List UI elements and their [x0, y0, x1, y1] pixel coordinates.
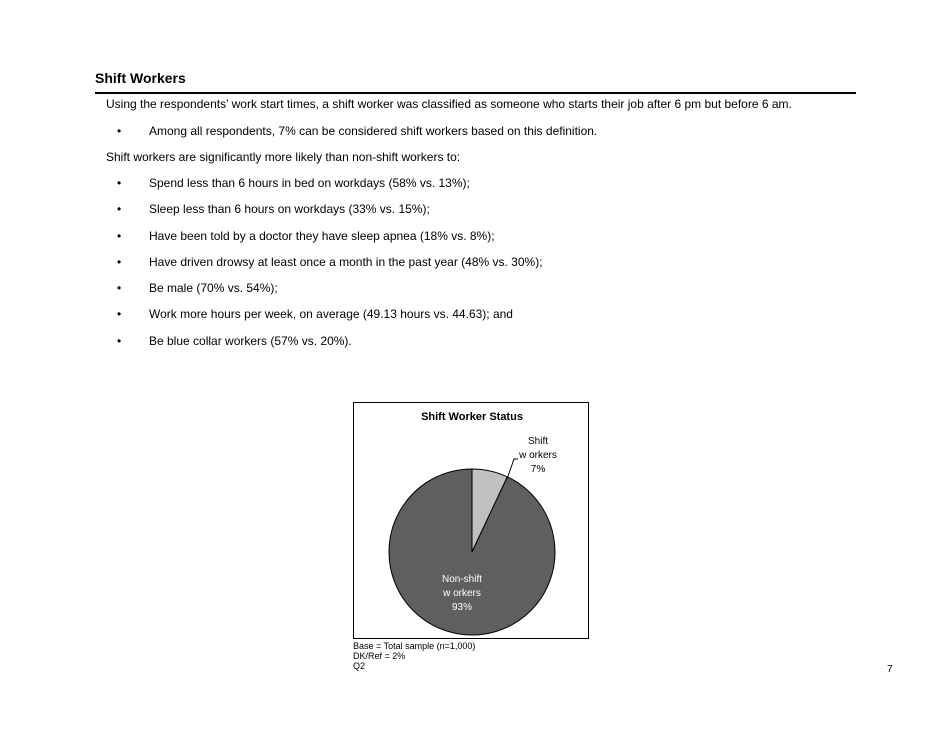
bullet-text: Work more hours per week, on average (49.13 hours vs. 44.63); and: [149, 307, 513, 321]
bullet-marker: •: [117, 281, 122, 295]
bullet-text: Have been told by a doctor they have sleep apnea (18% vs. 8%);: [149, 229, 495, 243]
bullet-marker: •: [117, 307, 122, 321]
bullet-marker: •: [117, 255, 122, 269]
pie-slice-label: 7%: [530, 464, 546, 475]
title-underline: [95, 92, 856, 94]
bullet-marker: •: [117, 124, 122, 138]
pie-slice-label: Non-shift: [441, 574, 483, 585]
bullet-text: Have driven drowsy at least once a month in the past year (48% vs. 30%);: [149, 255, 543, 269]
question-note: Q2: [353, 661, 366, 671]
shift-label-leader-line: [507, 459, 518, 479]
pie-slice-label: w orkers: [519, 450, 557, 461]
bullet-text: Sleep less than 6 hours on workdays (33% vs. 15%);: [149, 202, 430, 216]
pie-chart-frame: [353, 402, 589, 639]
pie-chart: [354, 403, 590, 640]
comparison-lead: Shift workers are significantly more likely than non-shift workers to:: [106, 150, 461, 164]
bullet-marker: •: [117, 202, 122, 216]
section-title: Shift Workers: [95, 70, 186, 86]
bullet-marker: •: [117, 334, 122, 348]
dkref-note: DK/Ref = 2%: [353, 651, 406, 661]
bullet-text: Be blue collar workers (57% vs. 20%).: [149, 334, 352, 348]
bullet-text: Spend less than 6 hours in bed on workdays (58% vs. 13%);: [149, 176, 470, 190]
bullet-text: Among all respondents, 7% can be considered shift workers based on this definition.: [149, 124, 598, 138]
bullet-text: Be male (70% vs. 54%);: [149, 281, 278, 295]
intro-paragraph: Using the respondents’ work start times, a shift worker was classified as someone who starts their job after 6 pm but before 6 am.: [106, 97, 792, 111]
pie-slice-label: 93%: [451, 602, 473, 613]
pie-slice-label: Shift: [527, 436, 549, 447]
chart-title: Shift Worker Status: [421, 411, 523, 423]
page-number: 7: [887, 664, 893, 675]
bullet-marker: •: [117, 229, 122, 243]
pie-slice-label: w orkers: [443, 588, 481, 599]
base-note: Base = Total sample (n=1,000): [353, 641, 476, 651]
bullet-marker: •: [117, 176, 122, 190]
